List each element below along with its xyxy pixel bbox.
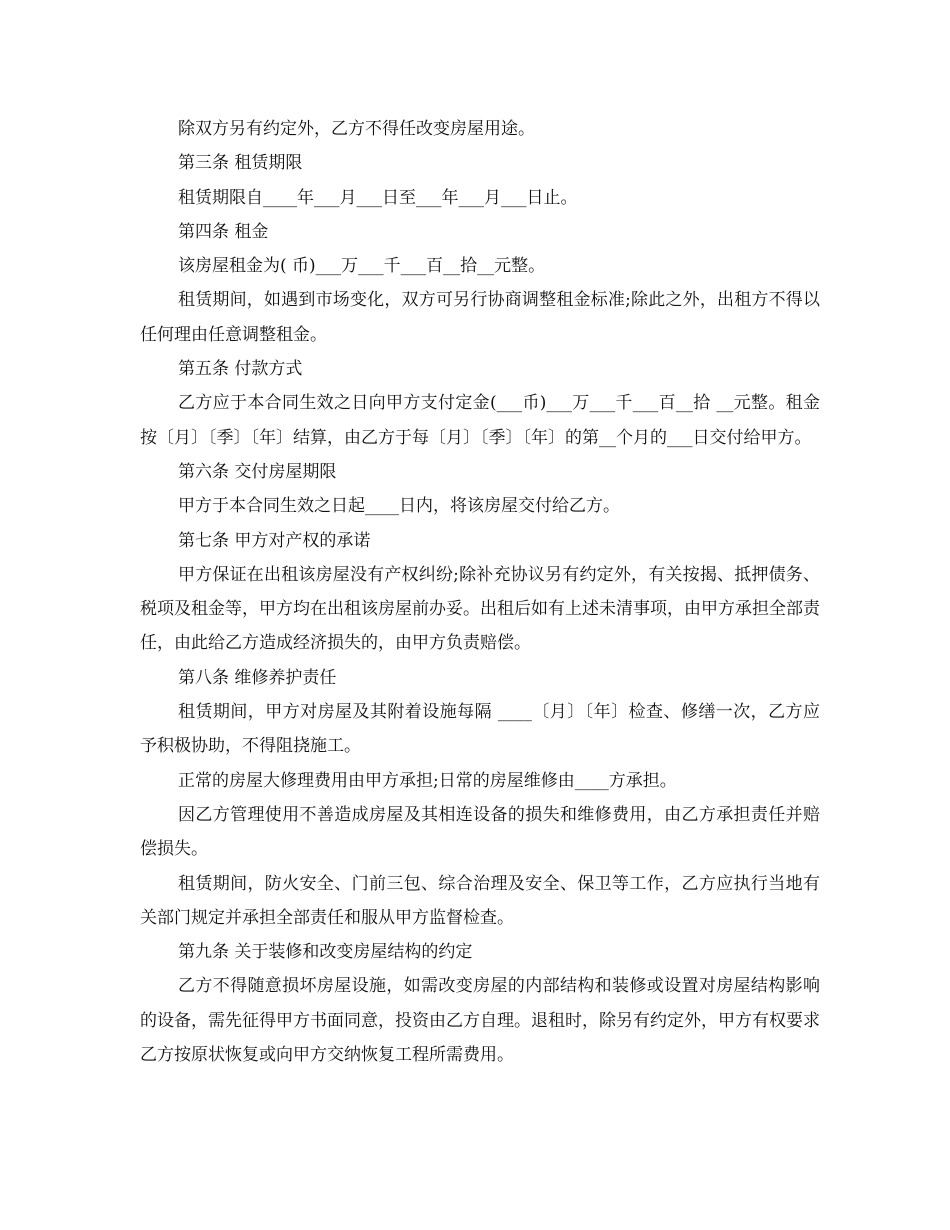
- paragraph-damage-liability: 因乙方管理使用不善造成房屋及其相连设备的损失和维修费用，由乙方承担责任并赔偿损失。: [140, 804, 820, 860]
- paragraph-lease-term: 租赁期限自____年___月___日至___年___月___日止。: [178, 187, 578, 208]
- heading-article-7: 第七条 甲方对产权的承诺: [178, 530, 371, 551]
- heading-article-8: 第八条 维修养护责任: [178, 667, 337, 688]
- paragraph-rent-adjustment: 租赁期间，如遇到市场变化，双方可另行协商调整租金标准;除此之外，出租方不得以任何理由任意调整租金。: [140, 290, 820, 345]
- paragraph-payment-method: 乙方应于本合同生效之日向甲方支付定金(___币)___万___千___百__拾 __元整。租金按〔月〕〔季〕〔年〕结算，由乙方于每〔月〕〔季〕〔年〕的第__个月的___日交付给甲方。: [140, 393, 820, 448]
- paragraph-property-rights: 甲方保证在出租该房屋没有产权纠纷;除补充协议另有约定外，有关按揭、抵押债务、税项及租金等，甲方均在出租该房屋前办妥。出租后如有上述未清事项，由甲方承担全部责任，由此给乙方造成经济损失的，由甲方负责赔偿。: [140, 564, 820, 654]
- paragraph-repair-costs: 正常的房屋大修理费用由甲方承担;日常的房屋维修由____方承担。: [178, 770, 677, 791]
- paragraph-safety-duties: 租赁期间，防火安全、门前三包、综合治理及安全、保卫等工作，乙方应执行当地有关部门规定并承担全部责任和服从甲方监督检查。: [140, 873, 820, 928]
- paragraph-inspection: 租赁期间，甲方对房屋及其附着设施每隔 ____〔月〕〔年〕检查、修缮一次，乙方应予积极协助，不得阻挠施工。: [140, 702, 820, 757]
- heading-article-4: 第四条 租金: [178, 221, 269, 242]
- paragraph-delivery-period: 甲方于本合同生效之日起____日内，将该房屋交付给乙方。: [178, 496, 620, 517]
- heading-article-3: 第三条 租赁期限: [178, 153, 303, 174]
- heading-article-9: 第九条 关于装修和改变房屋结构的约定: [178, 942, 473, 963]
- heading-article-5: 第五条 付款方式: [178, 359, 303, 380]
- paragraph-use-restriction: 除双方另有约定外，乙方不得任改变房屋用途。: [178, 119, 535, 139]
- document-body: [140, 112, 820, 1072]
- paragraph-rent-amount: 该房屋租金为( 币)___万___千___百__拾__元整。: [178, 256, 546, 277]
- paragraph-renovation: 乙方不得随意损坏房屋设施，如需改变房屋的内部结构和装修或设置对房屋结构影响的设备，需先征得甲方书面同意，投资由乙方自理。退租时，除另有约定外，甲方有权要求乙方按原状恢复或向甲方交纳恢复工程所需费用。: [140, 976, 820, 1066]
- heading-article-6: 第六条 交付房屋期限: [178, 461, 337, 482]
